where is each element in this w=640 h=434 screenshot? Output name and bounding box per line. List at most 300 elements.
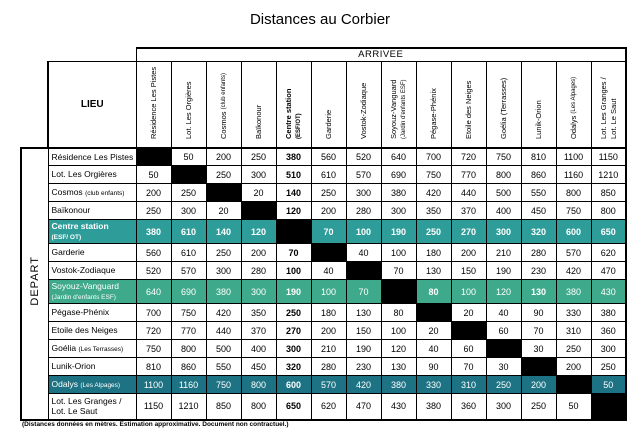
diagonal-cell [591,394,626,420]
distance-cell: 640 [136,280,171,304]
distance-cell: 1160 [171,376,206,394]
distance-cell: 500 [486,184,521,202]
location-name: Lunik-Orion [533,99,543,139]
table-row [21,358,626,376]
distance-cell: 550 [521,184,556,202]
distance-cell: 350 [416,202,451,220]
column-header-text [429,62,439,142]
distance-cell: 70 [276,244,311,262]
table-row [21,244,626,262]
column-header [171,61,206,148]
distance-cell: 250 [171,184,206,202]
table-row [21,184,626,202]
location-subname: (club enfants) [85,190,125,198]
distance-cell: 200 [451,244,486,262]
location-name: Lunik-Orion [51,361,96,372]
distance-cell: 570 [346,166,381,184]
column-header [136,61,171,148]
distance-cell: 380 [206,280,241,304]
distance-cell: 600 [556,220,591,244]
diagonal-cell [346,262,381,280]
distance-cell: 70 [451,358,486,376]
column-header-text [534,62,544,142]
diagonal-cell [241,202,276,220]
location-name: Soyouz-Vanguard [51,281,119,292]
distance-cell: 620 [311,394,346,420]
distance-cell: 420 [556,262,591,280]
distance-cell: 330 [416,376,451,394]
distance-cell: 360 [451,394,486,420]
distance-cell: 1100 [136,376,171,394]
distance-cell: 450 [521,202,556,220]
column-header [416,61,451,148]
distance-cell: 570 [171,262,206,280]
column-header [451,61,486,148]
distance-cell: 430 [591,280,626,304]
distance-cell: 520 [346,148,381,166]
location-name: Goélia (Terrasses) [498,77,508,139]
distance-cell: 120 [381,340,416,358]
distance-cell: 100 [276,262,311,280]
distance-cell: 300 [241,166,276,184]
column-header-text [599,62,619,142]
location-subname: (Jardin d'enfants ESF) [51,294,116,302]
location-name: Soyouz-Vanguard [388,79,398,139]
diagonal-cell [451,322,486,340]
distance-cell: 300 [346,184,381,202]
distance-cell: 100 [381,244,416,262]
distance-cell: 200 [241,244,276,262]
column-header [521,61,556,148]
distance-cell: 500 [206,340,241,358]
distance-cell: 300 [591,340,626,358]
location-subname: (ESF/OT) [295,112,302,139]
distance-cell: 100 [451,280,486,304]
distance-cell: 800 [591,202,626,220]
distance-cell: 770 [451,166,486,184]
distance-cell: 380 [556,280,591,304]
location-name: Garderie [51,247,85,258]
distance-cell: 800 [556,184,591,202]
location-subname: (Les Alpages) [570,76,577,114]
depart-header-text: DEPART [28,256,41,306]
diagonal-cell [381,280,416,304]
distance-cell: 210 [311,340,346,358]
distance-cell: 370 [451,202,486,220]
column-header-text [464,62,474,142]
distance-cell: 300 [171,202,206,220]
distance-cell: 20 [206,202,241,220]
distance-cell: 300 [486,220,521,244]
distance-cell: 850 [206,394,241,420]
column-header-text [184,62,194,142]
location-name: Lot. Les Granges / [598,76,608,139]
diagonal-cell [416,304,451,322]
distance-cell: 440 [451,184,486,202]
distance-cell: 700 [136,304,171,322]
table-row [21,166,626,184]
distance-cell: 150 [346,322,381,340]
table-row [21,262,626,280]
distance-cell: 750 [556,202,591,220]
distance-cell: 610 [171,244,206,262]
distance-cell: 610 [171,220,206,244]
row-header [48,220,136,244]
location-subname: (Les Alpages) [80,382,121,390]
column-header [311,61,346,148]
location-name: Lot. Les Granges / [51,396,122,407]
column-header-text [569,62,579,142]
distance-cell: 400 [486,202,521,220]
distance-cell: 320 [521,220,556,244]
row-header [48,304,136,322]
distance-cell: 20 [241,184,276,202]
location-name: Baïkonour [51,205,91,216]
distance-cell: 560 [311,148,346,166]
column-header-text [389,62,409,142]
distance-cell: 200 [311,322,346,340]
table-row [21,376,626,394]
location-name: Résidence Les Pistes [148,66,158,139]
location-subname: (ESF/ OT) [51,234,82,242]
lieu-header: LIEU [48,61,136,148]
distance-cell: 810 [136,358,171,376]
location-subname: (Jardin d'enfants ESF) [400,78,407,139]
column-header [591,61,626,148]
row-header [48,148,136,166]
distance-cell: 80 [381,304,416,322]
distance-cell: 70 [381,262,416,280]
distance-cell: 70 [311,220,346,244]
distance-cell: 750 [171,304,206,322]
location-name: Pégase-Phénix [51,307,110,318]
distance-cell: 750 [416,166,451,184]
distance-cell: 800 [241,394,276,420]
location-subname: (Les Terrasses) [78,346,124,354]
distance-cell: 40 [311,262,346,280]
location-name: Lot. Les Orgières [183,80,193,139]
diagonal-cell [171,166,206,184]
row-header [48,184,136,202]
distance-cell: 300 [206,262,241,280]
distance-cell: 280 [346,202,381,220]
distance-cell: 850 [591,184,626,202]
distance-cell: 420 [346,376,381,394]
distance-cell: 70 [346,280,381,304]
distance-cell: 70 [521,322,556,340]
arrivee-header: ARRIVEE [136,48,626,61]
row-header [48,262,136,280]
location-name: Centre station [51,221,109,232]
distance-cell: 90 [521,304,556,322]
location-name: Lot. Le Saut [608,98,618,139]
distance-cell: 380 [381,184,416,202]
location-name: Centre station [283,88,293,139]
distance-cell: 1150 [591,148,626,166]
distance-cell: 750 [486,148,521,166]
arrivee-row [21,48,626,61]
location-subname: (club enfants) [220,72,227,109]
page-title: Distances au Corbier [249,11,391,28]
row-header [48,394,136,420]
distance-cell: 360 [591,322,626,340]
location-name: Etoile des Neiges [51,325,118,336]
distance-cell: 750 [206,376,241,394]
distance-cell: 250 [521,394,556,420]
table-row [21,340,626,358]
distance-cell: 300 [241,280,276,304]
column-header-text [254,62,264,142]
table-row [21,202,626,220]
table-row [21,304,626,322]
row-header [48,340,136,358]
distance-table [20,47,627,421]
distance-cell: 380 [276,148,311,166]
distance-cell: 1210 [591,166,626,184]
distance-cell: 520 [136,262,171,280]
distance-cell: 230 [521,262,556,280]
distance-cell: 180 [416,244,451,262]
location-name: Cosmos [218,110,228,139]
distance-cell: 270 [276,322,311,340]
distance-cell: 50 [171,148,206,166]
location-name: Etoile des Neiges [463,80,473,139]
distance-cell: 140 [276,184,311,202]
distance-cell: 380 [416,394,451,420]
distance-cell: 300 [486,394,521,420]
distance-cell: 310 [451,376,486,394]
location-name: Garderie [323,109,333,139]
column-header [556,61,591,148]
table-row [21,148,626,166]
depart-header [21,148,48,420]
row-header [48,244,136,262]
location-name: Vostok-Zodiaque [358,82,368,139]
column-header [276,61,311,148]
distance-cell: 190 [346,340,381,358]
distance-cell: 20 [451,304,486,322]
distance-cell: 430 [381,394,416,420]
distance-cell: 60 [486,322,521,340]
distance-matrix-body [21,148,626,420]
distance-cell: 250 [276,304,311,322]
diagonal-cell [276,220,311,244]
distance-cell: 200 [206,148,241,166]
column-header [486,61,521,148]
distance-cell: 250 [416,220,451,244]
distance-cell: 810 [521,148,556,166]
distance-cell: 800 [486,166,521,184]
distance-cell: 420 [416,184,451,202]
distance-cell: 250 [311,184,346,202]
distance-cell: 250 [136,202,171,220]
distance-cell: 100 [311,280,346,304]
distance-cell: 130 [521,280,556,304]
distance-cell: 600 [276,376,311,394]
distance-cell: 320 [276,358,311,376]
distance-cell: 250 [206,244,241,262]
row-header [48,202,136,220]
distance-cell: 250 [486,376,521,394]
distance-cell: 440 [206,322,241,340]
footer-note: (Distances données en mètres. Estimation approximative. Document non contractuel.) [22,421,289,428]
distance-cell: 190 [276,280,311,304]
distance-cell: 640 [381,148,416,166]
column-header-text [324,62,334,142]
location-name: Odalys [51,379,78,390]
distance-cell: 250 [556,340,591,358]
distance-cell: 30 [486,358,521,376]
row-header [48,376,136,394]
distance-cell: 380 [591,304,626,322]
distance-cell: 120 [486,280,521,304]
location-name: Lot. Le Saut [51,406,98,417]
distance-cell: 80 [416,280,451,304]
distance-cell: 650 [276,394,311,420]
column-header-text [219,62,229,142]
distance-cell: 450 [241,358,276,376]
distance-cell: 750 [136,340,171,358]
distance-cell: 280 [241,262,276,280]
table-row [21,322,626,340]
diagonal-cell [521,358,556,376]
location-name: Lot. Les Orgières [51,169,117,180]
distance-cell: 200 [311,202,346,220]
location-name: Odalys [568,115,578,139]
distance-cell: 1150 [136,394,171,420]
distance-cell: 120 [276,202,311,220]
distance-cell: 330 [556,304,591,322]
location-name: Vostok-Zodiaque [51,265,116,276]
table-row [21,394,626,420]
distance-cell: 280 [521,244,556,262]
distance-cell: 370 [241,322,276,340]
distance-cell: 550 [206,358,241,376]
distance-cell: 50 [591,376,626,394]
table-row [21,280,626,304]
row-header [48,322,136,340]
distance-cell: 40 [416,340,451,358]
distance-cell: 570 [311,376,346,394]
distance-cell: 470 [346,394,381,420]
distance-cell: 200 [136,184,171,202]
distance-cell: 250 [206,166,241,184]
column-header-text [499,62,509,142]
distance-cell: 190 [381,220,416,244]
diagonal-cell [206,184,241,202]
distance-cell: 420 [206,304,241,322]
column-header-row [21,61,626,148]
column-header-text [149,62,159,142]
location-name: Pégase-Phénix [428,87,438,139]
distance-cell: 770 [171,322,206,340]
distance-cell: 400 [241,340,276,358]
column-header [381,61,416,148]
distance-cell: 300 [381,202,416,220]
location-name: Baïkonour [253,104,263,139]
distance-cell: 800 [171,340,206,358]
corner-blank [21,48,136,61]
distance-cell: 60 [451,340,486,358]
distance-cell: 560 [136,244,171,262]
column-header [241,61,276,148]
distance-cell: 270 [451,220,486,244]
distance-cell: 250 [241,148,276,166]
distance-cell: 130 [416,262,451,280]
distance-cell: 720 [136,322,171,340]
distance-cell: 300 [276,340,311,358]
distance-cell: 1210 [171,394,206,420]
distance-cell: 380 [136,220,171,244]
distance-cell: 510 [276,166,311,184]
column-header-text [359,62,369,142]
column-header-text [284,62,304,142]
diagonal-cell [311,244,346,262]
row-header [48,280,136,304]
distance-cell: 380 [381,376,416,394]
distance-cell: 20 [416,322,451,340]
diagonal-cell [136,148,171,166]
distance-cell: 150 [451,262,486,280]
distance-cell: 40 [486,304,521,322]
diagonal-cell [486,340,521,358]
distance-cell: 610 [311,166,346,184]
distance-cell: 130 [381,358,416,376]
corner-blank [21,61,48,148]
distance-cell: 200 [556,358,591,376]
distance-cell: 720 [451,148,486,166]
distance-cell: 860 [171,358,206,376]
distance-cell: 350 [241,304,276,322]
distance-cell: 800 [241,376,276,394]
diagonal-cell [556,376,591,394]
column-header [206,61,241,148]
distance-cell: 1160 [556,166,591,184]
distance-cell: 1100 [556,148,591,166]
location-name: Cosmos [51,187,83,198]
location-name: Résidence Les Pistes [51,151,134,162]
distance-cell: 120 [241,220,276,244]
distance-cell: 180 [311,304,346,322]
distance-cell: 140 [206,220,241,244]
distance-cell: 100 [381,322,416,340]
distance-cell: 30 [521,340,556,358]
row-header [48,358,136,376]
distance-cell: 310 [556,322,591,340]
distance-cell: 100 [346,220,381,244]
distance-cell: 620 [591,244,626,262]
distance-cell: 50 [136,166,171,184]
distance-cell: 470 [591,262,626,280]
distance-cell: 130 [346,304,381,322]
distance-cell: 190 [486,262,521,280]
distance-cell: 570 [556,244,591,262]
distance-cell: 250 [591,358,626,376]
distance-cell: 40 [346,244,381,262]
distance-cell: 200 [521,376,556,394]
distance-cell: 690 [171,280,206,304]
row-header [48,166,136,184]
distance-cell: 230 [346,358,381,376]
distance-cell: 90 [416,358,451,376]
distance-cell: 700 [416,148,451,166]
distance-cell: 650 [591,220,626,244]
distance-cell: 690 [381,166,416,184]
column-header [346,61,381,148]
table-row [21,220,626,244]
distance-cell: 860 [521,166,556,184]
distance-cell: 280 [311,358,346,376]
